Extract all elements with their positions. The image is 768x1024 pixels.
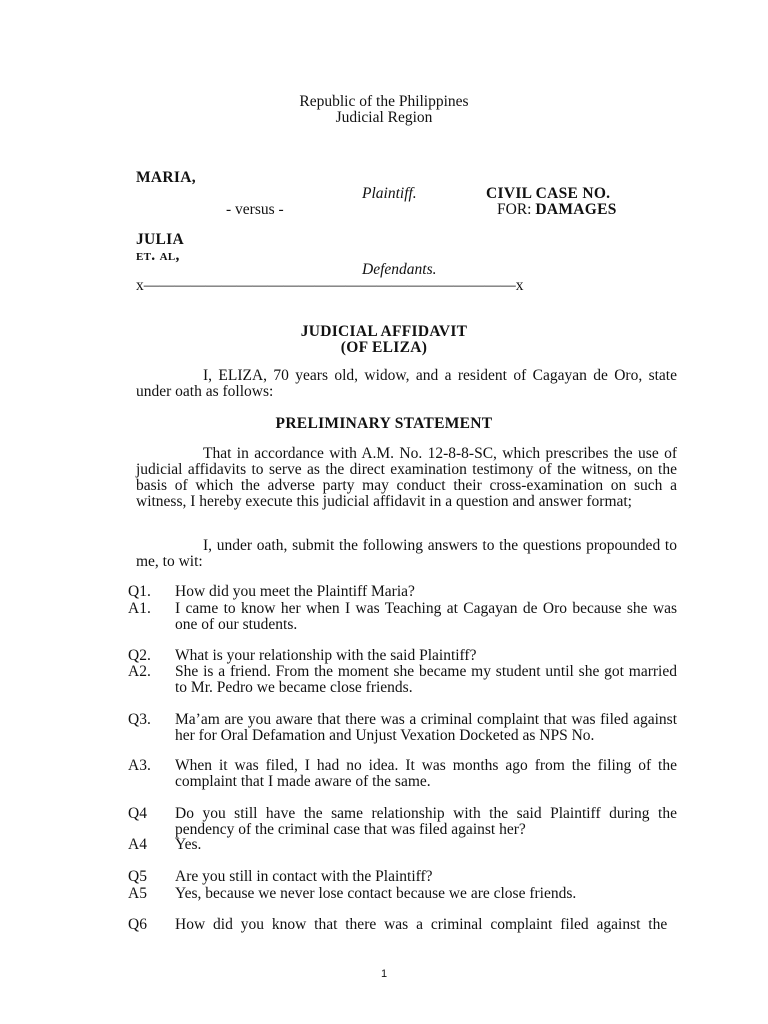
qa-text: When it was filed, I had no idea. It was months ago from the filing of the complaint that I made aware of the same. [175,757,677,790]
qa-text: Do you still have the same relationship with the said Plaintiff during the pendency of the criminal case that was filed against her? [175,805,677,838]
document-title: JUDICIAL AFFIDAVIT [300,323,468,340]
caption-separator: x————————————————————————x [136,277,524,294]
qa-q1 [128,584,677,600]
qa-text: Yes. [175,836,202,853]
qa-text: She is a friend. From the moment she became my student until she got married to Mr. Pedro we became close friends. [175,663,677,696]
qa-a1 [128,601,677,633]
qa-text: I came to know her when I was Teaching at Cagayan de Oro because she was one of our students. [175,600,677,633]
qa-text: What is your relationship with the said Plaintiff? [175,647,477,664]
header-republic: Republic of the Philippines [299,93,469,110]
qa-text: How did you meet the Plaintiff Maria? [175,583,415,600]
qa-label: A3. [128,757,151,774]
qa-label: Q4 [128,805,147,822]
qa-text: Ma’am are you aware that there was a criminal complaint that was filed against her for Oral Defamation and Unjust Vexation Docketed as NPS No. [175,711,677,744]
page-number: 1 [380,968,388,980]
qa-text: Are you still in contact with the Plaintiff? [175,868,433,885]
qa-q5 [128,869,677,885]
qa-q6 [128,917,677,933]
header-region: Judicial Region [335,109,433,126]
intro-paragraph: I, ELIZA, 70 years old, widow, and a resident of Cagayan de Oro, state under oath as follows: [136,367,677,400]
document-subtitle: (OF ELIZA) [340,339,428,356]
plaintiff-name: MARIA, [136,169,196,186]
qa-label: A4 [128,836,147,853]
defendant-etal: et. al, [136,247,180,264]
qa-label: Q5 [128,868,147,885]
versus-label: - versus - [226,201,284,218]
qa-text: Yes, because we never lose contact because we are close friends. [175,885,577,902]
qa-q2 [128,648,677,664]
plaintiff-role: Plaintiff. [362,185,417,202]
defendant-role: Defendants. [362,261,437,278]
qa-a5 [128,886,677,902]
qa-label: Q6 [128,916,147,933]
case-number-label: CIVIL CASE NO. [486,185,611,202]
preliminary-paragraph-2: I, under oath, submit the following answers to the questions propounded to me, to wit: [136,537,677,570]
qa-label: Q1. [128,583,151,600]
qa-label: A5 [128,885,147,902]
for-damages [497,200,617,220]
qa-q3 [128,712,677,744]
qa-text: How did you know that there was a criminal complaint filed against the [175,916,668,933]
qa-label: Q2. [128,647,151,664]
qa-q4 [128,806,677,838]
qa-label: A2. [128,663,151,680]
for-value: DAMAGES [535,201,617,218]
for-label: FOR: [497,201,532,218]
qa-a3 [128,758,677,790]
qa-label: Q3. [128,711,151,728]
qa-a4 [128,837,677,853]
qa-a2 [128,664,677,696]
defendant-name: JULIA [136,231,185,248]
qa-label: A1. [128,600,151,617]
preliminary-heading: PRELIMINARY STATEMENT [275,415,493,432]
preliminary-paragraph-1: That in accordance with A.M. No. 12-8-8-SC, which prescribes the use of judicial affidavits to serve as the direct examination testimony of the witness, on the basis of which the adverse party may conduct their cross-examination on such a witness, I hereby execute this judicial affidavit in a question and answer format; [136,445,677,510]
